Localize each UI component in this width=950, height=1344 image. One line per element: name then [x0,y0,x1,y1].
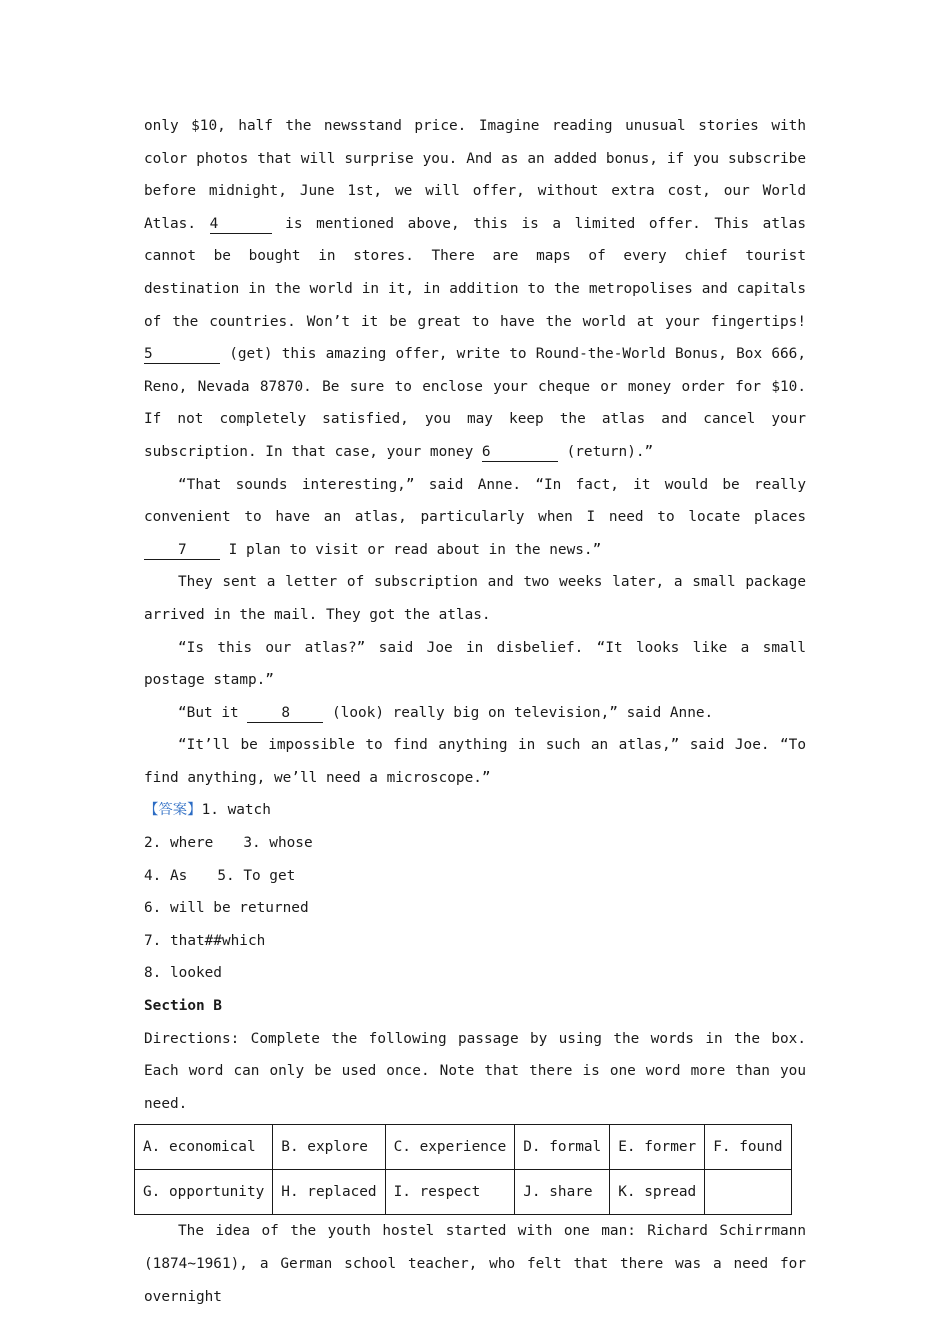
word-option: H. replaced [273,1170,385,1215]
text-line: for $10. If not completely satisfied, you may keep the atlas and cancel your [144,378,807,428]
text-line: Bonus, Box 666, Reno, Nevada 87870. Be sure to enclose your cheque or money order [144,346,806,395]
text-line: subscription. In that case, your money [144,443,474,460]
word-option: D. formal [515,1125,610,1170]
text-line: that will surprise you. And as an added bonus, if you subscribe before midnight, [144,150,807,200]
text-line: maps of every chief tourist destination in the world in it, in addition to the [144,248,806,297]
document-page [144,110,806,1313]
answer-6: 6. will be returned [144,900,309,917]
passage-paragraph-4 [144,632,806,697]
text-line: is mentioned [285,215,395,232]
word-option: E. former [610,1125,705,1170]
word-option: G. opportunity [135,1170,273,1215]
text-line: to have an atlas, particularly when I need to locate places [244,509,806,526]
word-option: F. found [705,1125,791,1170]
text-line: (1874~1961), a German school teacher, who felt that there was a need for overnight [144,1256,806,1305]
blank-5[interactable]: 5 [144,345,220,364]
text-line: (look) really big on television,” said Anne. [332,704,714,721]
text-line: stamp.” [213,672,274,689]
passage-paragraph-2 [144,469,806,567]
text-line: “But it [178,704,239,721]
text-line: I plan to visit [228,541,359,558]
text-line: above, this is a limited offer. This atlas cannot be bought in stores. There are [144,215,806,265]
section-title: Section B [144,998,222,1015]
word-option: I. respect [385,1170,515,1215]
text-line: “That sounds interesting,” said Anne. “In fact, it would be really convenient [144,476,806,526]
word-option: J. share [515,1170,610,1215]
text-line: anything, we’ll need a microscope.” [187,769,491,786]
text-line: The idea of the youth hostel started with one man: Richard Schirrmann [178,1223,806,1240]
word-option: C. experience [385,1125,515,1170]
text-line: only $10, half the newsstand price. Imagine reading unusual stories with color photos [144,118,806,167]
answer-line [144,794,806,827]
answer-line [144,860,806,893]
text-line: can only be used once. Note that there is one word more than you need. [144,1063,806,1112]
text-line: Directions: Complete the following passage by using the words in the box. Each word [144,1030,806,1080]
blank-4[interactable]: 4 [210,215,272,234]
blank-7[interactable]: 7 [144,541,220,560]
word-box-row [135,1170,792,1215]
passage-paragraph-1 [144,110,806,469]
passage-paragraph-6 [144,729,806,794]
blank-6[interactable]: 6 [482,443,558,462]
text-line: or read about in the news.” [367,541,602,558]
word-option: B. explore [273,1125,385,1170]
text-line: metropolises and capitals of the countries. Won’t it be great to have the world [144,280,806,330]
text-line: at your fingertips! [636,313,806,330]
text-line: They sent a letter of subscription and two weeks later, a small package arrived [144,574,806,623]
answer-line [144,827,806,860]
answer-3: 3. whose [243,835,313,852]
word-box-row [135,1125,792,1170]
answer-2: 2. where [144,835,214,852]
blank-8[interactable]: 8 [247,704,323,723]
word-option: K. spread [610,1170,705,1215]
answer-8: 8. looked [144,965,222,982]
word-option-empty [705,1170,791,1215]
directions [144,1023,806,1121]
word-option: A. economical [135,1125,273,1170]
section-b-passage [144,1215,806,1313]
text-line: (return).” [566,443,654,460]
answer-tag: 【答案】 [144,802,202,819]
answer-4: 4. As [144,867,188,884]
answer-5: 5. To get [217,867,296,884]
text-line: in the mail. They got the atlas. [213,606,491,623]
answer-key [144,794,806,990]
text-line: “It’ll be impossible to find anything in such an atlas,” said Joe. “To find [144,737,806,786]
answer-1: 1. watch [201,802,271,819]
answer-7: 7. that##which [144,932,266,949]
passage-paragraph-3 [144,566,806,631]
text-line: “Is this our atlas?” said Joe in disbelief. “It looks like a small postage [144,639,806,689]
passage-paragraph-5 [144,697,806,730]
text-line: (get) this amazing offer, write to Round-the-World [229,346,666,363]
word-box [134,1124,792,1215]
text-line: June 1st, we will offer, without extra cost, our World Atlas. [144,183,807,232]
